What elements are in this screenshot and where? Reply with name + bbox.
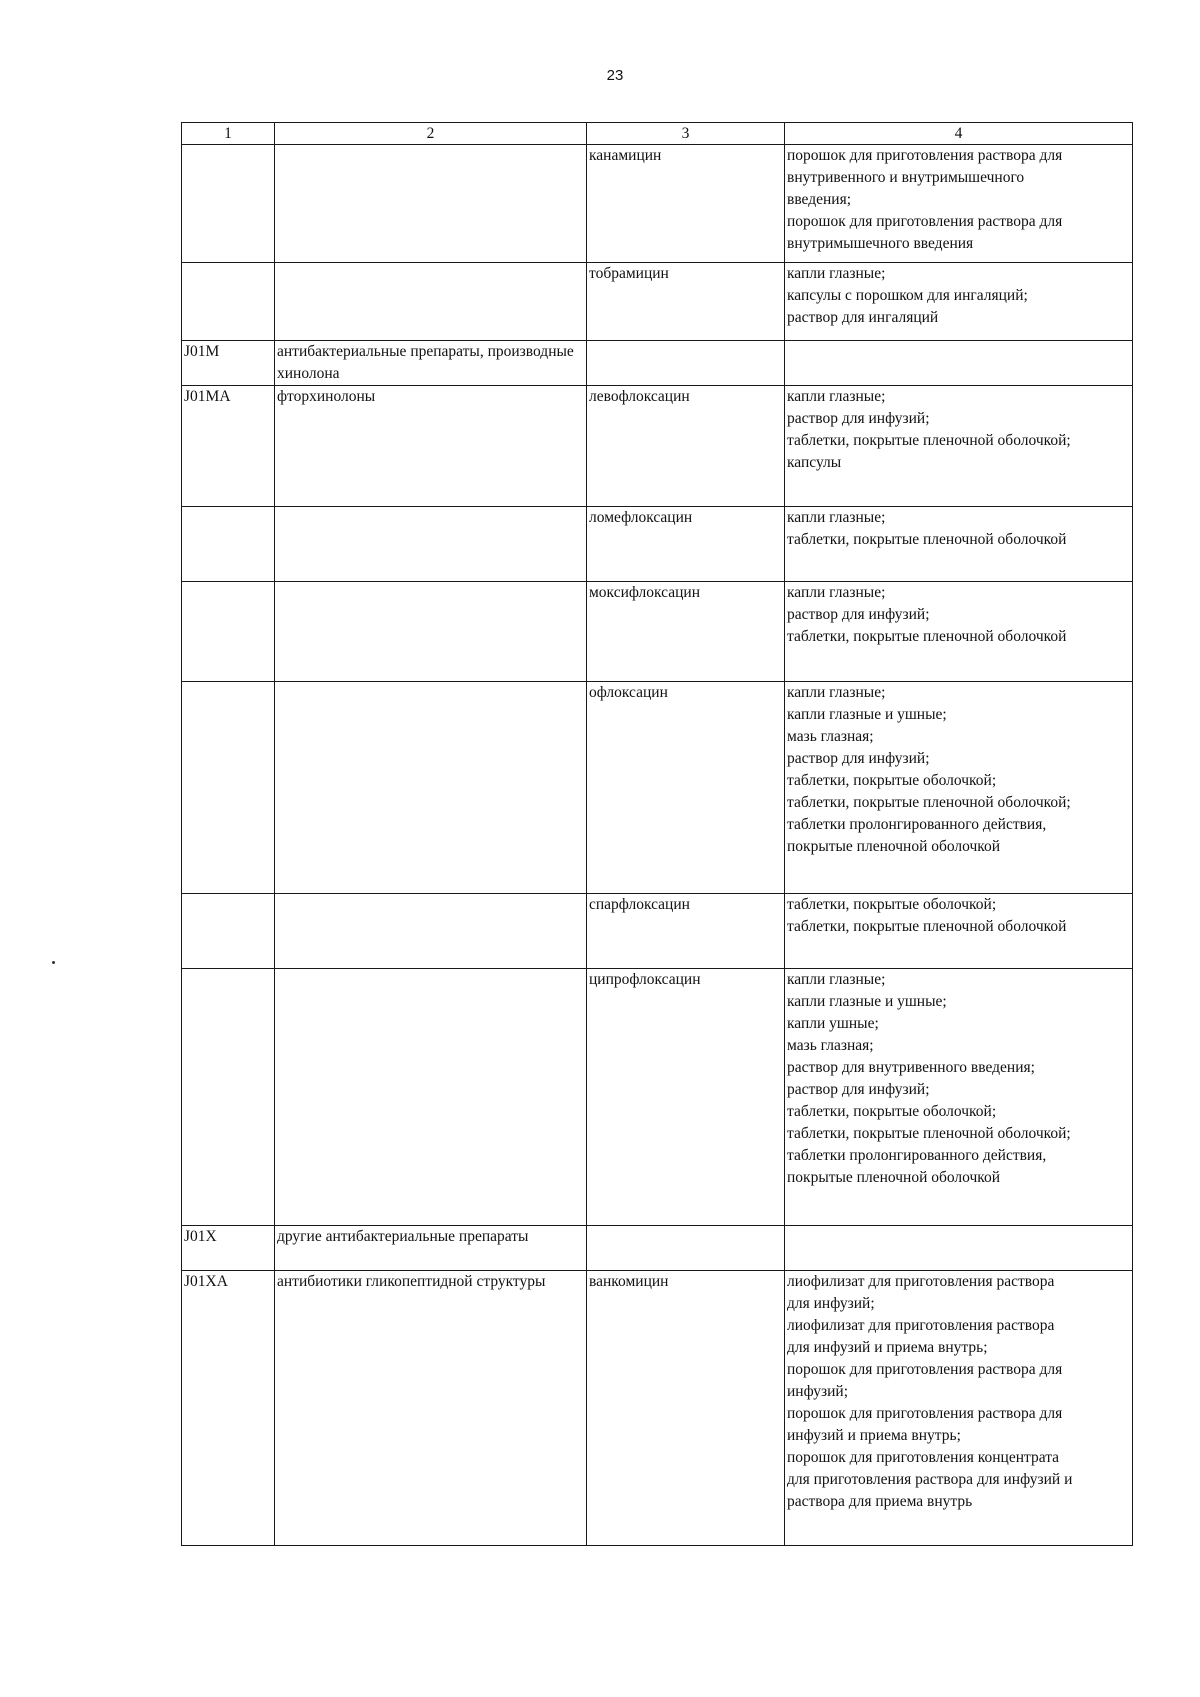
dosage-forms-cell xyxy=(785,969,1133,1226)
dosage-form-line: таблетки, покрытые пленочной оболочкой xyxy=(787,918,1067,935)
dosage-form-line: раствор для инфузий; xyxy=(787,410,930,427)
drug-group-cell: антибактериальные препараты, производные хинолона xyxy=(275,341,587,386)
drug-name-cell: ванкомицин xyxy=(587,1271,785,1546)
dosage-form-line: капли глазные; xyxy=(787,684,886,701)
dosage-forms-cell xyxy=(785,582,1133,682)
atc-code-cell xyxy=(182,263,275,341)
drug-name-cell: моксифлоксацин xyxy=(587,582,785,682)
drug-name-cell: левофлоксацин xyxy=(587,386,785,507)
dosage-forms-cell xyxy=(785,145,1133,263)
dosage-form-line: таблетки, покрытые пленочной оболочкой; xyxy=(787,432,1071,449)
dosage-form-line: для инфузий и приема внутрь; xyxy=(787,1339,988,1356)
dosage-forms-cell xyxy=(785,386,1133,507)
drug-name-cell: спарфлоксацин xyxy=(587,894,785,969)
dosage-form-line: для приготовления раствора для инфузий и xyxy=(787,1471,1073,1488)
drug-group-cell xyxy=(275,263,587,341)
dosage-form-line: капли глазные; xyxy=(787,509,886,526)
atc-code-cell: J01M xyxy=(182,341,275,386)
dosage-form-line: таблетки, покрытые оболочкой; xyxy=(787,772,997,789)
dosage-form-line: раствор для ингаляций xyxy=(787,309,939,326)
atc-code-cell xyxy=(182,507,275,582)
dosage-form-line: порошок для приготовления раствора для xyxy=(787,1361,1063,1378)
drug-name-cell: тобрамицин xyxy=(587,263,785,341)
dosage-form-line: раствора для приема внутрь xyxy=(787,1493,973,1510)
column-header-group: 2 xyxy=(275,123,587,145)
drug-name-cell: офлоксацин xyxy=(587,682,785,894)
atc-code-cell xyxy=(182,145,275,263)
stray-mark xyxy=(52,961,55,964)
atc-code-cell: J01X xyxy=(182,1226,275,1271)
dosage-form-line: таблетки, покрытые пленочной оболочкой xyxy=(787,628,1067,645)
dosage-form-line: таблетки, покрытые оболочкой; xyxy=(787,1103,997,1120)
dosage-forms-cell xyxy=(785,1271,1133,1546)
dosage-form-line: покрытые пленочной оболочкой xyxy=(787,838,1001,855)
dosage-form-line: порошок для приготовления раствора для xyxy=(787,1405,1063,1422)
drug-group-cell xyxy=(275,894,587,969)
dosage-form-line: раствор для инфузий; xyxy=(787,606,930,623)
dosage-form-line: таблетки пролонгированного действия, xyxy=(787,1147,1047,1164)
atc-code-cell xyxy=(182,582,275,682)
dosage-form-line: раствор для инфузий; xyxy=(787,750,930,767)
column-header-forms: 4 xyxy=(785,123,1133,145)
column-header-code: 1 xyxy=(182,123,275,145)
table-header-row xyxy=(182,123,1133,145)
dosage-form-line: лиофилизат для приготовления раствора xyxy=(787,1273,1055,1290)
dosage-form-line: капсулы с порошком для ингаляций; xyxy=(787,287,1028,304)
dosage-form-line: таблетки, покрытые пленочной оболочкой xyxy=(787,531,1067,548)
dosage-form-line: порошок для приготовления раствора для xyxy=(787,147,1063,164)
dosage-form-line: покрытые пленочной оболочкой xyxy=(787,1169,1001,1186)
atc-code-cell xyxy=(182,682,275,894)
table-row xyxy=(182,1226,1133,1271)
dosage-form-line: капли глазные и ушные; xyxy=(787,706,947,723)
atc-code-cell xyxy=(182,969,275,1226)
dosage-form-line: порошок для приготовления раствора для xyxy=(787,213,1063,230)
table-body xyxy=(182,145,1133,1546)
dosage-form-line: таблетки пролонгированного действия, xyxy=(787,816,1047,833)
table-row xyxy=(182,145,1133,263)
table-row xyxy=(182,969,1133,1226)
dosage-forms-cell xyxy=(785,341,1133,386)
drug-group-cell: другие антибактериальные препараты xyxy=(275,1226,587,1271)
table-row xyxy=(182,682,1133,894)
drug-group-cell xyxy=(275,507,587,582)
dosage-form-line: мазь глазная; xyxy=(787,1037,874,1054)
dosage-forms-cell xyxy=(785,263,1133,341)
dosage-form-line: внутримышечного введения xyxy=(787,235,974,252)
atc-code-cell: J01XA xyxy=(182,1271,275,1546)
drug-name-cell: ломефлоксацин xyxy=(587,507,785,582)
dosage-form-line: капли глазные и ушные; xyxy=(787,993,947,1010)
dosage-form-line: раствор для внутривенного введения; xyxy=(787,1059,1035,1076)
column-header-drug: 3 xyxy=(587,123,785,145)
dosage-form-line: таблетки, покрытые пленочной оболочкой; xyxy=(787,794,1071,811)
table-row xyxy=(182,1271,1133,1546)
dosage-form-line: для инфузий; xyxy=(787,1295,875,1312)
dosage-form-line: инфузий и приема внутрь; xyxy=(787,1427,961,1444)
table-row xyxy=(182,386,1133,507)
dosage-forms-cell xyxy=(785,507,1133,582)
dosage-form-line: инфузий; xyxy=(787,1383,849,1400)
drug-group-cell: антибиотики гликопептидной структуры xyxy=(275,1271,587,1546)
dosage-forms-cell xyxy=(785,894,1133,969)
atc-code-cell: J01MA xyxy=(182,386,275,507)
dosage-form-line: капли глазные; xyxy=(787,584,886,601)
dosage-form-line: лиофилизат для приготовления раствора xyxy=(787,1317,1055,1334)
drug-group-cell xyxy=(275,582,587,682)
drug-group-cell xyxy=(275,682,587,894)
dosage-forms-cell xyxy=(785,1226,1133,1271)
atc-code-cell xyxy=(182,894,275,969)
dosage-form-line: мазь глазная; xyxy=(787,728,874,745)
table-row xyxy=(182,582,1133,682)
drug-name-cell: ципрофлоксацин xyxy=(587,969,785,1226)
table-row xyxy=(182,263,1133,341)
dosage-form-line: таблетки, покрытые пленочной оболочкой; xyxy=(787,1125,1071,1142)
dosage-form-line: раствор для инфузий; xyxy=(787,1081,930,1098)
drug-group-cell xyxy=(275,969,587,1226)
dosage-form-line: капсулы xyxy=(787,454,842,471)
dosage-form-line: порошок для приготовления концентрата xyxy=(787,1449,1060,1466)
dosage-form-line: капли ушные; xyxy=(787,1015,879,1032)
drug-name-cell: канамицин xyxy=(587,145,785,263)
dosage-form-line: таблетки, покрытые оболочкой; xyxy=(787,896,997,913)
table-row xyxy=(182,507,1133,582)
dosage-form-line: капли глазные; xyxy=(787,388,886,405)
dosage-form-line: внутривенного и внутримышечного xyxy=(787,169,1025,186)
table-row xyxy=(182,894,1133,969)
page-number: 23 xyxy=(606,67,624,84)
drug-table xyxy=(181,122,1133,1546)
dosage-form-line: введения; xyxy=(787,191,852,208)
dosage-form-line: капли глазные; xyxy=(787,265,886,282)
drug-group-cell: фторхинолоны xyxy=(275,386,587,507)
drug-group-cell xyxy=(275,145,587,263)
dosage-form-line: капли глазные; xyxy=(787,971,886,988)
dosage-forms-cell xyxy=(785,682,1133,894)
table-row xyxy=(182,341,1133,386)
drug-name-cell xyxy=(587,341,785,386)
drug-name-cell xyxy=(587,1226,785,1271)
